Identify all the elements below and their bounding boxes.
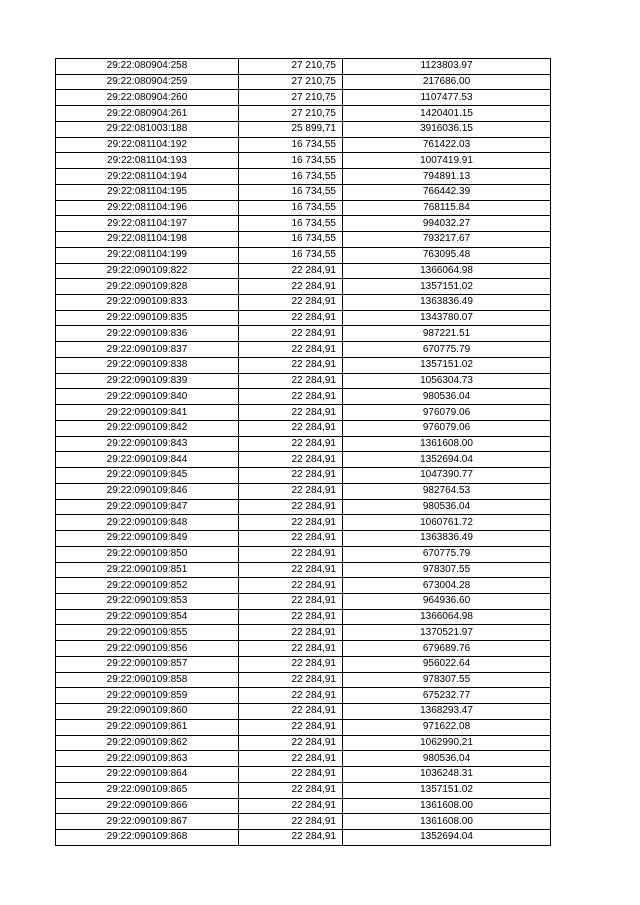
cadastral-value-cell: 980536.04 (343, 499, 551, 515)
cadastral-number-cell: 29:22:090109:863 (56, 751, 239, 767)
cadastral-value-cell: 1107477.53 (343, 90, 551, 106)
area-cell: 16 734,55 (239, 153, 343, 169)
cadastral-number-cell: 29:22:090109:868 (56, 829, 239, 845)
area-cell: 22 284,91 (239, 829, 343, 845)
table-row (56, 373, 551, 389)
area-cell: 22 284,91 (239, 625, 343, 641)
table-row (56, 357, 551, 373)
cadastral-value-cell: 976079.06 (343, 405, 551, 421)
cadastral-number-cell: 29:22:090109:865 (56, 782, 239, 798)
cadastral-value-cell: 982764.53 (343, 483, 551, 499)
table-row (56, 483, 551, 499)
table-row (56, 515, 551, 531)
cadastral-number-cell: 29:22:090109:862 (56, 735, 239, 751)
area-cell: 22 284,91 (239, 704, 343, 720)
area-cell: 22 284,91 (239, 295, 343, 311)
cadastral-value-cell: 768115.84 (343, 200, 551, 216)
cadastral-number-cell: 29:22:090109:866 (56, 798, 239, 814)
area-cell: 22 284,91 (239, 672, 343, 688)
cadastral-number-cell: 29:22:090109:853 (56, 593, 239, 609)
area-cell: 22 284,91 (239, 420, 343, 436)
area-cell: 16 734,55 (239, 232, 343, 248)
cadastral-number-cell: 29:22:090109:844 (56, 452, 239, 468)
area-cell: 22 284,91 (239, 436, 343, 452)
cadastral-number-cell: 29:22:090109:858 (56, 672, 239, 688)
table-row (56, 436, 551, 452)
table-row (56, 279, 551, 295)
cadastral-number-cell: 29:22:090109:859 (56, 688, 239, 704)
area-cell: 22 284,91 (239, 735, 343, 751)
table-row (56, 137, 551, 153)
area-cell: 22 284,91 (239, 279, 343, 295)
cadastral-value-cell: 978307.55 (343, 562, 551, 578)
table-row (56, 641, 551, 657)
cadastral-number-cell: 29:22:090109:860 (56, 704, 239, 720)
table-row (56, 593, 551, 609)
cadastral-value-cell: 3916036.15 (343, 121, 551, 137)
cadastral-number-cell: 29:22:081003:188 (56, 121, 239, 137)
cadastral-number-cell: 29:22:090109:838 (56, 357, 239, 373)
cadastral-value-cell: 980536.04 (343, 389, 551, 405)
cadastral-value-cell: 1357151.02 (343, 782, 551, 798)
table-row (56, 829, 551, 845)
cadastral-number-cell: 29:22:090109:849 (56, 531, 239, 547)
table-row (56, 121, 551, 137)
cadastral-value-cell: 994032.27 (343, 216, 551, 232)
cadastral-value-cell: 679689.76 (343, 641, 551, 657)
cadastral-number-cell: 29:22:080904:261 (56, 106, 239, 122)
cadastral-number-cell: 29:22:081104:198 (56, 232, 239, 248)
cadastral-number-cell: 29:22:081104:195 (56, 184, 239, 200)
cadastral-value-cell: 1420401.15 (343, 106, 551, 122)
area-cell: 22 284,91 (239, 688, 343, 704)
cadastral-number-cell: 29:22:090109:833 (56, 295, 239, 311)
table-row (56, 562, 551, 578)
cadastral-number-cell: 29:22:090109:852 (56, 578, 239, 594)
table-body (56, 59, 551, 846)
cadastral-number-cell: 29:22:090109:846 (56, 483, 239, 499)
cadastral-value-cell: 217686.00 (343, 74, 551, 90)
cadastral-value-cell: 670775.79 (343, 342, 551, 358)
cadastral-value-cell: 673004.28 (343, 578, 551, 594)
cadastral-number-cell: 29:22:081104:197 (56, 216, 239, 232)
cadastral-value-cell: 761422.03 (343, 137, 551, 153)
cadastral-value-cell: 763095.48 (343, 247, 551, 263)
area-cell: 27 210,75 (239, 106, 343, 122)
table-row (56, 420, 551, 436)
table-row (56, 342, 551, 358)
area-cell: 22 284,91 (239, 751, 343, 767)
cadastral-value-cell: 1056304.73 (343, 373, 551, 389)
area-cell: 22 284,91 (239, 263, 343, 279)
cadastral-value-cell: 956022.64 (343, 656, 551, 672)
area-cell: 22 284,91 (239, 531, 343, 547)
table-row (56, 405, 551, 421)
table-row (56, 782, 551, 798)
area-cell: 22 284,91 (239, 389, 343, 405)
area-cell: 16 734,55 (239, 216, 343, 232)
table-row (56, 814, 551, 830)
area-cell: 22 284,91 (239, 782, 343, 798)
area-cell: 27 210,75 (239, 74, 343, 90)
cadastral-value-cell: 1363836.49 (343, 531, 551, 547)
cadastral-number-cell: 29:22:090109:864 (56, 767, 239, 783)
table-row (56, 90, 551, 106)
table-row (56, 625, 551, 641)
cadastral-value-cell: 675232.77 (343, 688, 551, 704)
cadastral-number-cell: 29:22:090109:839 (56, 373, 239, 389)
table-row (56, 74, 551, 90)
cadastral-number-cell: 29:22:081104:196 (56, 200, 239, 216)
cadastral-value-cell: 976079.06 (343, 420, 551, 436)
cadastral-value-cell: 1366064.98 (343, 609, 551, 625)
area-cell: 22 284,91 (239, 767, 343, 783)
table-row (56, 184, 551, 200)
area-cell: 16 734,55 (239, 137, 343, 153)
cadastral-value-cell: 670775.79 (343, 546, 551, 562)
area-cell: 22 284,91 (239, 483, 343, 499)
area-cell: 16 734,55 (239, 247, 343, 263)
cadastral-number-cell: 29:22:090109:837 (56, 342, 239, 358)
cadastral-number-cell: 29:22:090109:822 (56, 263, 239, 279)
table-row (56, 310, 551, 326)
table-row (56, 719, 551, 735)
table-row (56, 452, 551, 468)
cadastral-value-cell: 1060761.72 (343, 515, 551, 531)
area-cell: 22 284,91 (239, 641, 343, 657)
area-cell: 22 284,91 (239, 609, 343, 625)
cadastral-number-cell: 29:22:081104:199 (56, 247, 239, 263)
table-row (56, 767, 551, 783)
cadastral-number-cell: 29:22:090109:854 (56, 609, 239, 625)
cadastral-value-cell: 793217.67 (343, 232, 551, 248)
cadastral-value-cell: 1352694.04 (343, 829, 551, 845)
cadastral-value-cell: 1361608.00 (343, 814, 551, 830)
cadastral-value-cell: 1357151.02 (343, 279, 551, 295)
table-row (56, 232, 551, 248)
cadastral-value-table (55, 58, 551, 846)
cadastral-value-cell: 1047390.77 (343, 468, 551, 484)
area-cell: 22 284,91 (239, 814, 343, 830)
area-cell: 22 284,91 (239, 578, 343, 594)
cadastral-value-cell: 1361608.00 (343, 798, 551, 814)
cadastral-value-cell: 766442.39 (343, 184, 551, 200)
cadastral-value-cell: 1036248.31 (343, 767, 551, 783)
cadastral-number-cell: 29:22:081104:194 (56, 169, 239, 185)
table-row (56, 263, 551, 279)
cadastral-number-cell: 29:22:090109:842 (56, 420, 239, 436)
area-cell: 22 284,91 (239, 310, 343, 326)
cadastral-value-cell: 1007419.91 (343, 153, 551, 169)
table-row (56, 468, 551, 484)
area-cell: 27 210,75 (239, 90, 343, 106)
cadastral-number-cell: 29:22:090109:845 (56, 468, 239, 484)
cadastral-value-cell: 1062990.21 (343, 735, 551, 751)
area-cell: 22 284,91 (239, 342, 343, 358)
area-cell: 22 284,91 (239, 719, 343, 735)
table-row (56, 672, 551, 688)
cadastral-value-cell: 980536.04 (343, 751, 551, 767)
area-cell: 16 734,55 (239, 169, 343, 185)
cadastral-number-cell: 29:22:090109:847 (56, 499, 239, 515)
cadastral-number-cell: 29:22:090109:828 (56, 279, 239, 295)
cadastral-value-cell: 1361608.00 (343, 436, 551, 452)
table-row (56, 106, 551, 122)
cadastral-value-cell: 1343780.07 (343, 310, 551, 326)
cadastral-value-cell: 1363836.49 (343, 295, 551, 311)
table-row (56, 546, 551, 562)
cadastral-number-cell: 29:22:090109:836 (56, 326, 239, 342)
table-row (56, 578, 551, 594)
table-row (56, 59, 551, 75)
area-cell: 22 284,91 (239, 546, 343, 562)
table-row (56, 326, 551, 342)
area-cell: 22 284,91 (239, 499, 343, 515)
area-cell: 16 734,55 (239, 184, 343, 200)
cadastral-number-cell: 29:22:081104:192 (56, 137, 239, 153)
table-row (56, 169, 551, 185)
cadastral-value-cell: 1368293.47 (343, 704, 551, 720)
cadastral-value-cell: 1352694.04 (343, 452, 551, 468)
area-cell: 22 284,91 (239, 798, 343, 814)
area-cell: 22 284,91 (239, 656, 343, 672)
cadastral-number-cell: 29:22:090109:867 (56, 814, 239, 830)
table-row (56, 389, 551, 405)
area-cell: 22 284,91 (239, 593, 343, 609)
cadastral-number-cell: 29:22:080904:258 (56, 59, 239, 75)
area-cell: 22 284,91 (239, 326, 343, 342)
table-row (56, 688, 551, 704)
cadastral-number-cell: 29:22:090109:856 (56, 641, 239, 657)
cadastral-number-cell: 29:22:081104:193 (56, 153, 239, 169)
cadastral-number-cell: 29:22:090109:835 (56, 310, 239, 326)
table-row (56, 153, 551, 169)
table-row (56, 531, 551, 547)
area-cell: 16 734,55 (239, 200, 343, 216)
cadastral-value-cell: 971622.08 (343, 719, 551, 735)
table-row (56, 216, 551, 232)
area-cell: 22 284,91 (239, 357, 343, 373)
table-row (56, 704, 551, 720)
table-row (56, 200, 551, 216)
area-cell: 22 284,91 (239, 452, 343, 468)
table-row (56, 247, 551, 263)
cadastral-number-cell: 29:22:090109:861 (56, 719, 239, 735)
cadastral-number-cell: 29:22:080904:260 (56, 90, 239, 106)
area-cell: 22 284,91 (239, 515, 343, 531)
cadastral-number-cell: 29:22:090109:857 (56, 656, 239, 672)
cadastral-value-cell: 1123803.97 (343, 59, 551, 75)
table-row (56, 656, 551, 672)
table-row (56, 798, 551, 814)
area-cell: 27 210,75 (239, 59, 343, 75)
cadastral-value-cell: 1357151.02 (343, 357, 551, 373)
cadastral-number-cell: 29:22:090109:843 (56, 436, 239, 452)
cadastral-value-cell: 794891.13 (343, 169, 551, 185)
area-cell: 25 899,71 (239, 121, 343, 137)
cadastral-value-cell: 978307.55 (343, 672, 551, 688)
cadastral-number-cell: 29:22:090109:840 (56, 389, 239, 405)
area-cell: 22 284,91 (239, 405, 343, 421)
table-row (56, 295, 551, 311)
cadastral-value-cell: 1366064.98 (343, 263, 551, 279)
cadastral-value-cell: 987221.51 (343, 326, 551, 342)
cadastral-number-cell: 29:22:090109:850 (56, 546, 239, 562)
cadastral-number-cell: 29:22:080904:259 (56, 74, 239, 90)
table-row (56, 609, 551, 625)
cadastral-number-cell: 29:22:090109:851 (56, 562, 239, 578)
table-row (56, 751, 551, 767)
cadastral-value-cell: 964936.60 (343, 593, 551, 609)
table-row (56, 735, 551, 751)
cadastral-value-cell: 1370521.97 (343, 625, 551, 641)
area-cell: 22 284,91 (239, 562, 343, 578)
table-row (56, 499, 551, 515)
cadastral-number-cell: 29:22:090109:841 (56, 405, 239, 421)
area-cell: 22 284,91 (239, 468, 343, 484)
area-cell: 22 284,91 (239, 373, 343, 389)
cadastral-number-cell: 29:22:090109:855 (56, 625, 239, 641)
cadastral-number-cell: 29:22:090109:848 (56, 515, 239, 531)
